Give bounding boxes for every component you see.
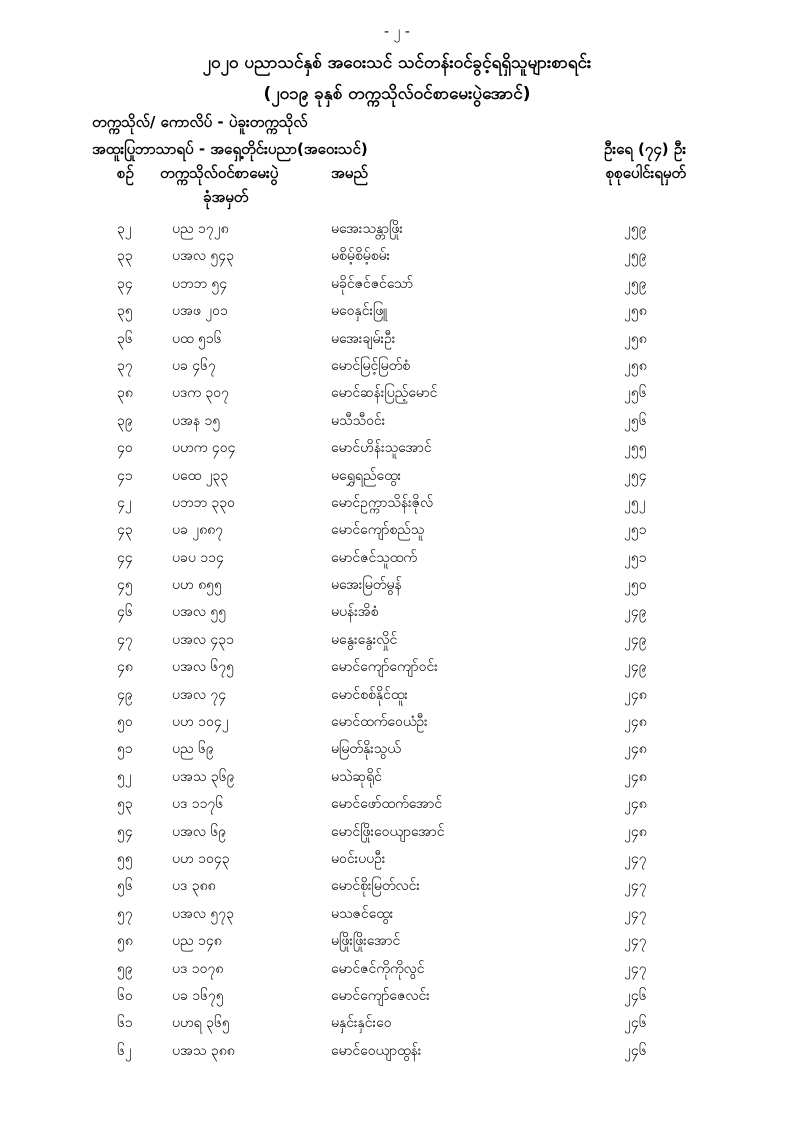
student-name: မသဲဆုရိုင် — [331, 768, 382, 785]
roll-number: ပအသ ၃၈၈ — [172, 1042, 235, 1059]
student-name: မအေးမြတ်မွန် — [331, 577, 402, 594]
roll-number: ပည ၆၉ — [172, 741, 214, 758]
student-name: မဝေနှင်းဖြူ — [331, 303, 388, 320]
student-name: မခိုင်ဇင်ဇင်သော် — [331, 275, 414, 292]
student-name: မောင်ဆန်းပြည့်မောင် — [331, 385, 438, 402]
table-row — [0, 572, 794, 599]
roll-number: ပအသ ၃၆၉ — [172, 768, 235, 785]
university-label: တက္ကသိုလ်/ ကောလိပ် - ပဲခူးတက္ကသိုလ် — [92, 113, 308, 131]
table-row — [0, 1038, 794, 1065]
table-row — [0, 901, 794, 928]
total-marks: ၂၅၁ — [624, 522, 647, 539]
row-number: ၅၈ — [117, 933, 133, 950]
row-number: ၄၈ — [117, 659, 133, 676]
row-number: ၄၃ — [117, 522, 133, 539]
table-row — [0, 682, 794, 709]
table-row — [0, 791, 794, 818]
row-number: ၄၄ — [117, 549, 133, 566]
table-row — [0, 243, 794, 270]
total-marks: ၂၅၁ — [624, 549, 647, 566]
total-marks: ၂၄၉ — [624, 659, 647, 676]
table-row — [0, 216, 794, 243]
row-number: ၃၈ — [117, 385, 133, 402]
column-header-roll-line2: ခုံအမှတ် — [203, 188, 249, 206]
total-marks: ၂၄၈ — [624, 768, 647, 785]
total-marks: ၂၄၇ — [624, 960, 647, 977]
document-title: ၂၀၂၀ ပညာသင်နှစ် အဝေးသင် သင်တန်းဝင်ခွင့်ရရှိသူများစာရင်း — [202, 53, 592, 73]
row-number: ၅၂ — [117, 768, 132, 785]
major-label: အထူးပြုဘာသာရပ် - အရှေ့တိုင်းပညာ(အဝေးသင်) — [92, 140, 368, 158]
row-number: ၃၇ — [117, 357, 133, 374]
roll-number: ပထ ၅၁၆ — [172, 330, 222, 347]
row-number: ၄၆ — [117, 604, 133, 621]
roll-number: ပအလ ၅၅ — [172, 604, 227, 621]
table-row — [0, 380, 794, 407]
roll-number: ပအလ ၆၉ — [172, 823, 227, 840]
student-name: မအေးချမ်းဦး — [331, 330, 396, 347]
total-marks: ၂၅၆ — [624, 412, 647, 429]
roll-number: ပဟရ ၃၆၅ — [172, 1015, 230, 1032]
roll-number: ပအလ ၆၇၅ — [172, 659, 235, 676]
column-header-no: စဉ် — [117, 164, 134, 182]
row-number: ၅၆ — [117, 878, 133, 895]
table-row — [0, 326, 794, 353]
student-name: မရွှေရည်ထွေး — [331, 467, 402, 484]
student-name: မနှင်းနှင်းဝေ — [331, 1015, 392, 1032]
student-name: မမြတ်နိုးသွယ် — [331, 741, 401, 758]
student-name: မောင်ဥက္ကာသိန်းဇိုလ် — [331, 494, 434, 511]
student-name: မောင်စစ်နိုင်ထူး — [331, 686, 408, 703]
total-marks: ၂၄၇ — [624, 850, 647, 867]
student-name: မောင်ဖြိုးဝေယျာအောင် — [331, 823, 445, 840]
total-marks: ၂၄၉ — [624, 604, 647, 621]
total-marks: ၂၄၈ — [624, 714, 647, 731]
total-marks: ၂၅၂ — [624, 494, 646, 511]
row-number: ၅၀ — [117, 714, 133, 731]
table-row — [0, 928, 794, 955]
roll-number: ပဒ ၁၁၇၆ — [172, 796, 224, 813]
student-name: မောင်ဇင်ကိုကိုလွင် — [331, 960, 425, 977]
column-header-name: အမည် — [331, 164, 368, 182]
roll-number: ပဟ ၁၀၄၂ — [172, 714, 229, 731]
student-name: မောင်ဇင်သူထက် — [331, 549, 417, 566]
table-row — [0, 435, 794, 462]
row-number: ၆၂ — [117, 1042, 132, 1059]
total-marks: ၂၄၇ — [624, 933, 647, 950]
total-marks: ၂၄၇ — [624, 905, 647, 922]
roll-number: ပထေ ၂၃၃ — [172, 467, 229, 484]
row-number: ၄၉ — [117, 686, 133, 703]
total-marks: ၂၅၈ — [624, 357, 647, 374]
table-row — [0, 490, 794, 517]
total-count: ဦးရေ (၇၄) ဦး — [603, 140, 686, 158]
total-marks: ၂၅၉ — [624, 221, 647, 237]
student-name: မဖြိုးဖြိုးအောင် — [331, 933, 401, 950]
row-number: ၅၇ — [117, 905, 133, 922]
table-row — [0, 983, 794, 1010]
table-row — [0, 298, 794, 325]
total-marks: ၂၅၈ — [624, 330, 647, 347]
table-row — [0, 545, 794, 572]
table-row — [0, 736, 794, 763]
results-list — [0, 216, 794, 1065]
total-marks: ၂၄၇ — [624, 878, 647, 895]
roll-number: ပအန ၁၅ — [172, 412, 221, 429]
table-row — [0, 408, 794, 435]
student-name: မောင်စိုးမြတ်လင်း — [331, 878, 420, 895]
row-number: ၅၁ — [117, 741, 133, 758]
row-number: ၄၀ — [117, 440, 133, 457]
student-name: မောင်ကျော်စည်သူ — [331, 522, 425, 539]
table-row — [0, 846, 794, 873]
student-name: မစိမ့်စိမ့်စမ်း — [331, 248, 391, 265]
table-row — [0, 709, 794, 736]
roll-number: ပဒက ၃၀၇ — [172, 385, 230, 402]
roll-number: ပဟ ၁၀၄၃ — [172, 850, 230, 867]
column-header-marks: စုစုပေါင်းရမှတ် — [605, 164, 686, 182]
total-marks: ၂၄၈ — [624, 823, 647, 840]
total-marks: ၂၄၆ — [624, 1015, 647, 1032]
column-header-roll: တက္ကသိုလ်ဝင်စာမေးပွဲ — [160, 164, 279, 182]
student-name: မောင်ကျော်ဇေလင်း — [331, 987, 430, 1004]
row-number: ၅၃ — [117, 796, 133, 813]
table-row — [0, 956, 794, 983]
roll-number: ပအဖ ၂၀၁ — [172, 303, 228, 320]
roll-number: ပခ ၁၆၇၅ — [172, 987, 224, 1004]
roll-number: ပည ၁၇၂၈ — [172, 221, 229, 237]
page-number: - ၂ - — [384, 24, 410, 40]
row-number: ၅၅ — [117, 850, 133, 867]
roll-number: ပအလ ၅၄၃ — [172, 248, 235, 265]
total-marks: ၂၄၉ — [624, 631, 647, 648]
row-number: ၃၃ — [117, 248, 133, 265]
total-marks: ၂၄၈ — [624, 686, 647, 703]
total-marks: ၂၄၈ — [624, 741, 647, 758]
row-number: ၄၁ — [117, 467, 133, 484]
student-name: မဝင်းပပဦး — [331, 850, 386, 867]
roll-number: ပဒ ၁၀၇၈ — [172, 960, 224, 977]
student-name: မနွေးနွေးလှိုင် — [331, 631, 398, 648]
document-subtitle: (၂၀၁၉ ခုနှစ် တက္ကသိုလ်ဝင်စာမေးပွဲအောင်) — [263, 84, 531, 104]
row-number: ၃၉ — [117, 412, 133, 429]
roll-number: ပည ၁၄၈ — [172, 933, 222, 950]
roll-number: ပအလ ၄၃၁ — [172, 631, 235, 648]
table-row — [0, 463, 794, 490]
table-row — [0, 517, 794, 544]
roll-number: ပခပ ၁၁၄ — [172, 549, 224, 566]
student-name: မောင်ဖော်ထက်အောင် — [331, 796, 443, 813]
roll-number: ပဒ ၃၈၈ — [172, 878, 216, 895]
student-name: မအေးသန္တာဖြိုး — [331, 221, 403, 237]
student-name: မသဇင်ထွေး — [331, 905, 394, 922]
total-marks: ၂၅၅ — [624, 440, 647, 457]
row-number: ၅၉ — [117, 960, 133, 977]
student-name: မောင်ကျော်ကျော်ဝင်း — [331, 659, 438, 676]
roll-number: ပခ ၂၈၈၇ — [172, 522, 224, 539]
table-row — [0, 627, 794, 654]
table-row — [0, 599, 794, 626]
row-number: ၅၄ — [117, 823, 133, 840]
table-row — [0, 654, 794, 681]
student-name: မောင်ဟိန်းသူအောင် — [331, 440, 432, 457]
row-number: ၃၄ — [117, 275, 133, 292]
total-marks: ၂၅၀ — [624, 577, 647, 594]
table-row — [0, 764, 794, 791]
row-number: ၆၀ — [117, 987, 133, 1004]
total-marks: ၂၄၈ — [624, 796, 647, 813]
row-number: ၄၇ — [117, 631, 133, 648]
row-number: ၄၅ — [117, 577, 133, 594]
row-number: ၃၆ — [117, 330, 133, 347]
row-number: ၃၅ — [117, 303, 133, 320]
row-number: ၄၂ — [117, 494, 132, 511]
roll-number: ပခ ၄၆၇ — [172, 357, 216, 374]
student-name: မောင်ထက်ဝေယံဦး — [331, 714, 428, 731]
table-row — [0, 873, 794, 900]
total-marks: ၂၅၉ — [624, 248, 647, 265]
student-name: မပန်းအိစံ — [331, 604, 379, 621]
total-marks: ၂၅၄ — [624, 467, 647, 484]
roll-number: ပဘဘ ၃၃၀ — [172, 494, 236, 511]
table-row — [0, 271, 794, 298]
table-row — [0, 1010, 794, 1037]
table-row — [0, 819, 794, 846]
roll-number: ပအလ ၇၄ — [172, 686, 227, 703]
total-marks: ၂၄၆ — [624, 1042, 647, 1059]
total-marks: ၂၅၉ — [624, 275, 647, 292]
total-marks: ၂၅၈ — [624, 303, 647, 320]
row-number: ၆၁ — [117, 1015, 133, 1032]
total-marks: ၂၅၆ — [624, 385, 647, 402]
student-name: မောင်မြင့်မြတ်စံ — [331, 357, 411, 374]
roll-number: ပဟ ၈၅၅ — [172, 577, 222, 594]
row-number: ၃၂ — [117, 221, 132, 237]
roll-number: ပဘဘ ၅၄ — [172, 275, 228, 292]
student-name: မသီသီဝင်း — [331, 412, 386, 429]
roll-number: ပအလ ၅၇၃ — [172, 905, 235, 922]
table-row — [0, 353, 794, 380]
total-marks: ၂၄၆ — [624, 987, 647, 1004]
roll-number: ပဟက ၄၀၄ — [172, 440, 236, 457]
student-name: မောင်ဝေယျာထွန်း — [331, 1042, 422, 1059]
